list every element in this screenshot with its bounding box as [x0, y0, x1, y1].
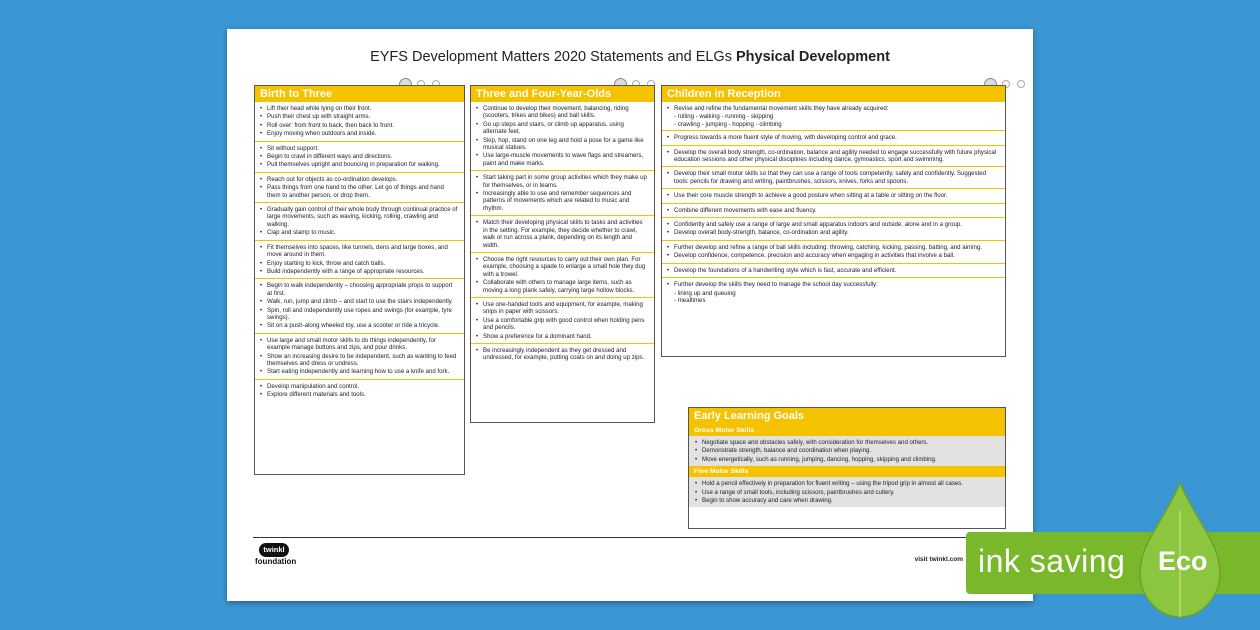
sub-item: - lining up and queuing — [674, 289, 736, 297]
list-item: • Negotiate space and obstacles safely, with consideration for themselves and others. — [695, 439, 999, 446]
sub-item: - crawling - jumping - hopping - climbing — [674, 120, 782, 128]
list-item: • Go up steps and stairs, or climb up apparatus, using alternate feet. — [476, 121, 648, 136]
fine-motor-list — [689, 477, 1005, 507]
list-item: • Develop the overall body strength, co-ordination, balance and agility needed to engage successfully with future physical education sessions and other physical disciplines including dance, gymnastics, sport and swimming. — [667, 149, 999, 164]
column-heading: Three and Four-Year-Olds — [471, 86, 654, 102]
list-item: • Pass things from one hand to the other. Let go of things and hand them to another person, or drop them. — [260, 184, 458, 199]
list-item: • Be increasingly independent as they get dressed and undressed, for example, putting coats on and doing up zips. — [476, 347, 648, 362]
list-item: • Confidently and safely use a range of large and small apparatus indoors and outside, alone and in a group. — [667, 221, 999, 228]
eco-badge-label: Eco — [1158, 546, 1208, 576]
list-item: • Develop the foundations of a handwriting style which is fast, accurate and efficient. — [667, 267, 999, 274]
list-item: • Start eating independently and learning how to use a knife and fork. — [260, 368, 458, 375]
statement-group — [662, 102, 1005, 131]
statement-group — [662, 241, 1005, 264]
list-item: • Demonstrate strength, balance and coordination when playing. — [695, 447, 999, 454]
list-item: • Begin to show accuracy and care when drawing. — [695, 497, 999, 504]
list-item: • Gradually gain control of their whole body through continual practice of large movements, such as waving, kicking, rolling, crawling and walking. — [260, 206, 458, 228]
list-item: • Reach out for objects as co-ordination develops. — [260, 176, 458, 183]
list-item: • Enjoy starting to kick, throw and catch balls. — [260, 260, 458, 267]
statement-group — [471, 253, 654, 298]
statement-group — [662, 278, 1005, 306]
column-three-and-four — [470, 85, 655, 423]
list-item: • Develop manipulation and control. — [260, 383, 458, 390]
list-item: • Enjoy moving when outdoors and inside. — [260, 130, 458, 137]
list-item: • Pull themselves upright and bouncing in preparation for walking. — [260, 161, 458, 168]
list-item: • Choose the right resources to carry out their own plan. For example, choosing a spade to enlarge a small hole they dug with a trowel. — [476, 256, 648, 278]
statement-group — [255, 380, 464, 402]
list-item: • Show an increasing desire to be independent, such as wanting to feed themselves and dress or undress. — [260, 353, 458, 368]
column-body — [662, 102, 1005, 306]
statement-group — [471, 344, 654, 365]
twinkl-logo: twinkl foundation — [255, 545, 297, 566]
elg-heading: Early Learning Goals — [689, 408, 1005, 425]
list-item: • Begin to walk independently – choosing appropriate props to support at first. — [260, 282, 458, 297]
fine-motor-heading: Fine Motor Skills — [689, 466, 1005, 477]
statement-group — [662, 204, 1005, 218]
list-item: • Begin to crawl in different ways and directions. — [260, 153, 458, 160]
list-item: • Increasingly able to use and remember sequences and patterns of movements which are related to music and rhythm. — [476, 190, 648, 212]
statement-group — [471, 216, 654, 253]
ink-saving-label: ink saving — [978, 543, 1126, 579]
list-item: • Collaborate with others to manage large items, such as moving a long plank safely, carrying large hollow blocks. — [476, 279, 648, 294]
statement-group — [255, 203, 464, 241]
list-item: • Further develop and refine a range of ball skills including: throwing, catching, kicking, passing, batting, and aiming. — [667, 244, 999, 251]
list-item: • Move energetically, such as running, jumping, dancing, hopping, skipping and climbing. — [695, 456, 999, 463]
list-item: • Use a comfortable grip with good control when holding pens and pencils. — [476, 317, 648, 332]
statement-group — [471, 102, 654, 171]
list-item: • Show a preference for a dominant hand. — [476, 333, 648, 340]
worksheet-page — [227, 29, 1033, 601]
statement-group — [662, 189, 1005, 203]
list-item: • Build independently with a range of appropriate resources. — [260, 268, 458, 275]
list-item: • Use large-muscle movements to wave flags and streamers, paint and make marks. — [476, 152, 648, 167]
early-learning-goals-box — [688, 407, 1006, 529]
list-item: • Combine different movements with ease and fluency. — [667, 207, 999, 214]
statement-group — [662, 218, 1005, 241]
list-item: • Continue to develop their movement, balancing, riding (scooters, trikes and bikes) and ball skills. — [476, 105, 648, 120]
list-item: • Sit without support. — [260, 145, 458, 152]
list-item: • Lift their head while lying on their front. — [260, 105, 458, 112]
statement-group — [255, 241, 464, 280]
list-item: • Progress towards a more fluent style of moving, with developing control and grace. — [667, 134, 999, 141]
list-item: • Use a range of small tools, including scissors, paintbrushes and cutlery. — [695, 489, 999, 496]
sub-item: - rolling - walking - running - skipping — [674, 113, 774, 121]
list-item: • Clap and stamp to music. — [260, 229, 458, 236]
list-item: • Use their core muscle strength to achieve a good posture when sitting at a table or sitting on the floor. — [667, 192, 999, 199]
list-item: • Sit on a push-along wheeled toy, use a scooter or ride a tricycle. — [260, 322, 458, 329]
column-body — [471, 102, 654, 365]
list-item: • Match their developing physical skills to tasks and activities in the setting. For example, they decide whether to crawl, walk or run across a plank, depending on its length and width. — [476, 219, 648, 249]
list-item: • Walk, run, jump and climb – and start to use the stairs independently. — [260, 298, 458, 305]
list-item: • Further develop the skills they need to manage the school day successfully: — [667, 281, 999, 288]
ring-icon — [1017, 80, 1025, 88]
statement-group — [662, 131, 1005, 145]
list-item: • Hold a pencil effectively in preparation for fluent writing – using the tripod grip in almost all cases. — [695, 480, 999, 487]
statement-group — [471, 298, 654, 344]
footer-divider — [253, 537, 1007, 538]
list-item: • Revise and refine the fundamental movement skills they have already acquired: — [667, 105, 999, 112]
list-item: • Use large and small motor skills to do things independently, for example manage buttons and zips, and pour drinks. — [260, 337, 458, 352]
list-item: • Explore different materials and tools. — [260, 391, 458, 398]
sub-item: - mealtimes — [674, 296, 706, 304]
list-item: • Push their chest up with straight arms. — [260, 113, 458, 120]
column-body — [255, 102, 464, 402]
list-item: • Fit themselves into spaces, like tunnels, dens and large boxes, and move around in them. — [260, 244, 458, 259]
statement-group — [255, 102, 464, 142]
column-heading: Children in Reception — [662, 86, 1005, 102]
statement-group — [255, 173, 464, 203]
list-item: • Spin, roll and independently use ropes and swings (for example, tyre swings). — [260, 307, 458, 322]
statement-group — [255, 142, 464, 173]
list-item: • Develop confidence, competence, precision and accuracy when engaging in activities that involve a ball. — [667, 252, 999, 259]
column-heading: Birth to Three — [255, 86, 464, 102]
gross-motor-heading: Gross Motor Skills — [689, 425, 1005, 436]
statement-group — [471, 171, 654, 216]
column-reception — [661, 85, 1006, 357]
gross-motor-list — [689, 436, 1005, 466]
column-birth-to-three — [254, 85, 465, 475]
statement-group — [255, 279, 464, 333]
statement-group — [662, 264, 1005, 278]
list-item: • Use one-handed tools and equipment, for example, making snips in paper with scissors. — [476, 301, 648, 316]
list-item: • Develop their small motor skills so that they can use a range of tools competently, safely and confidently. Suggested tools: pencils for drawing and writing, paintbrushes, scissors, knives, forks and spoons. — [667, 170, 999, 185]
list-item: • Skip, hop, stand on one leg and hold a pose for a game like musical statues. — [476, 137, 648, 152]
list-item: • Roll over: from front to back, then back to front. — [260, 122, 458, 129]
statement-group — [255, 334, 464, 380]
page-title: EYFS Development Matters 2020 Statements and ELGs Physical Development — [370, 49, 890, 65]
statement-group — [662, 167, 1005, 189]
footer-url[interactable]: visit twinkl.com — [914, 556, 963, 563]
list-item: • Develop overall body-strength, balance, co-ordination and agility. — [667, 229, 999, 236]
list-item: • Start taking part in some group activities which they make up for themselves, or in teams. — [476, 174, 648, 189]
statement-group — [662, 146, 1005, 168]
